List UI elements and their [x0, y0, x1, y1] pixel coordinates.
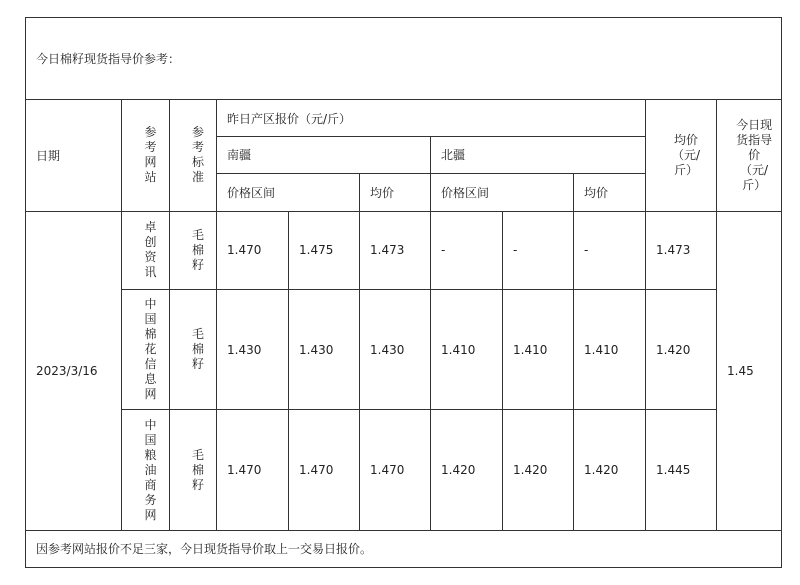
- footnote: 因参考网站报价不足三家，今日现货指导价取上一交易日报价。: [26, 530, 782, 567]
- north-price-range-header: 价格区间: [431, 173, 574, 211]
- south-low-cell: 1.470: [217, 211, 289, 289]
- avg-cell: 1.473: [646, 211, 717, 289]
- table-row: [26, 289, 782, 409]
- today-price-cell: 1.45: [717, 211, 782, 530]
- date-cell: 2023/3/16: [26, 211, 122, 530]
- north-avg-cell: -: [574, 211, 646, 289]
- north-xinjiang-header: 北疆: [431, 137, 646, 173]
- date-header: 日期: [26, 100, 122, 211]
- avg-price-header: 均价（元/斤）: [646, 100, 717, 211]
- table-row: [26, 211, 782, 289]
- avg-cell: 1.445: [646, 410, 717, 530]
- south-low-cell: 1.470: [217, 410, 289, 530]
- site-header: 参考网站: [122, 100, 170, 211]
- standard-cell: 毛棉籽: [170, 211, 217, 289]
- cottonseed-price-table: [25, 17, 782, 568]
- site-cell: 中国粮油商务网: [122, 410, 170, 530]
- north-avg-cell: 1.410: [574, 289, 646, 409]
- south-avg-cell: 1.470: [360, 410, 431, 530]
- north-high-cell: 1.410: [503, 289, 574, 409]
- standard-cell: 毛棉籽: [170, 289, 217, 409]
- south-price-range-header: 价格区间: [217, 173, 360, 211]
- north-low-cell: 1.410: [431, 289, 503, 409]
- standard-header: 参考标准: [170, 100, 217, 211]
- table-title: 今日棉籽现货指导价参考：: [26, 18, 782, 100]
- north-low-cell: -: [431, 211, 503, 289]
- avg-cell: 1.420: [646, 289, 717, 409]
- north-high-cell: -: [503, 211, 574, 289]
- site-cell: 卓创资讯: [122, 211, 170, 289]
- yesterday-quote-header: 昨日产区报价（元/斤）: [217, 100, 646, 137]
- site-cell: 中国棉花信息网: [122, 289, 170, 409]
- south-high-cell: 1.470: [289, 410, 360, 530]
- north-avg-header: 均价: [574, 173, 646, 211]
- south-high-cell: 1.430: [289, 289, 360, 409]
- north-avg-cell: 1.420: [574, 410, 646, 530]
- table-row: [26, 410, 782, 530]
- south-avg-cell: 1.430: [360, 289, 431, 409]
- north-high-cell: 1.420: [503, 410, 574, 530]
- south-avg-header: 均价: [360, 173, 431, 211]
- south-xinjiang-header: 南疆: [217, 137, 431, 173]
- south-high-cell: 1.475: [289, 211, 360, 289]
- standard-cell: 毛棉籽: [170, 410, 217, 530]
- north-low-cell: 1.420: [431, 410, 503, 530]
- south-avg-cell: 1.473: [360, 211, 431, 289]
- today-guide-header: 今日现货指导价（元/斤）: [717, 100, 782, 211]
- south-low-cell: 1.430: [217, 289, 289, 409]
